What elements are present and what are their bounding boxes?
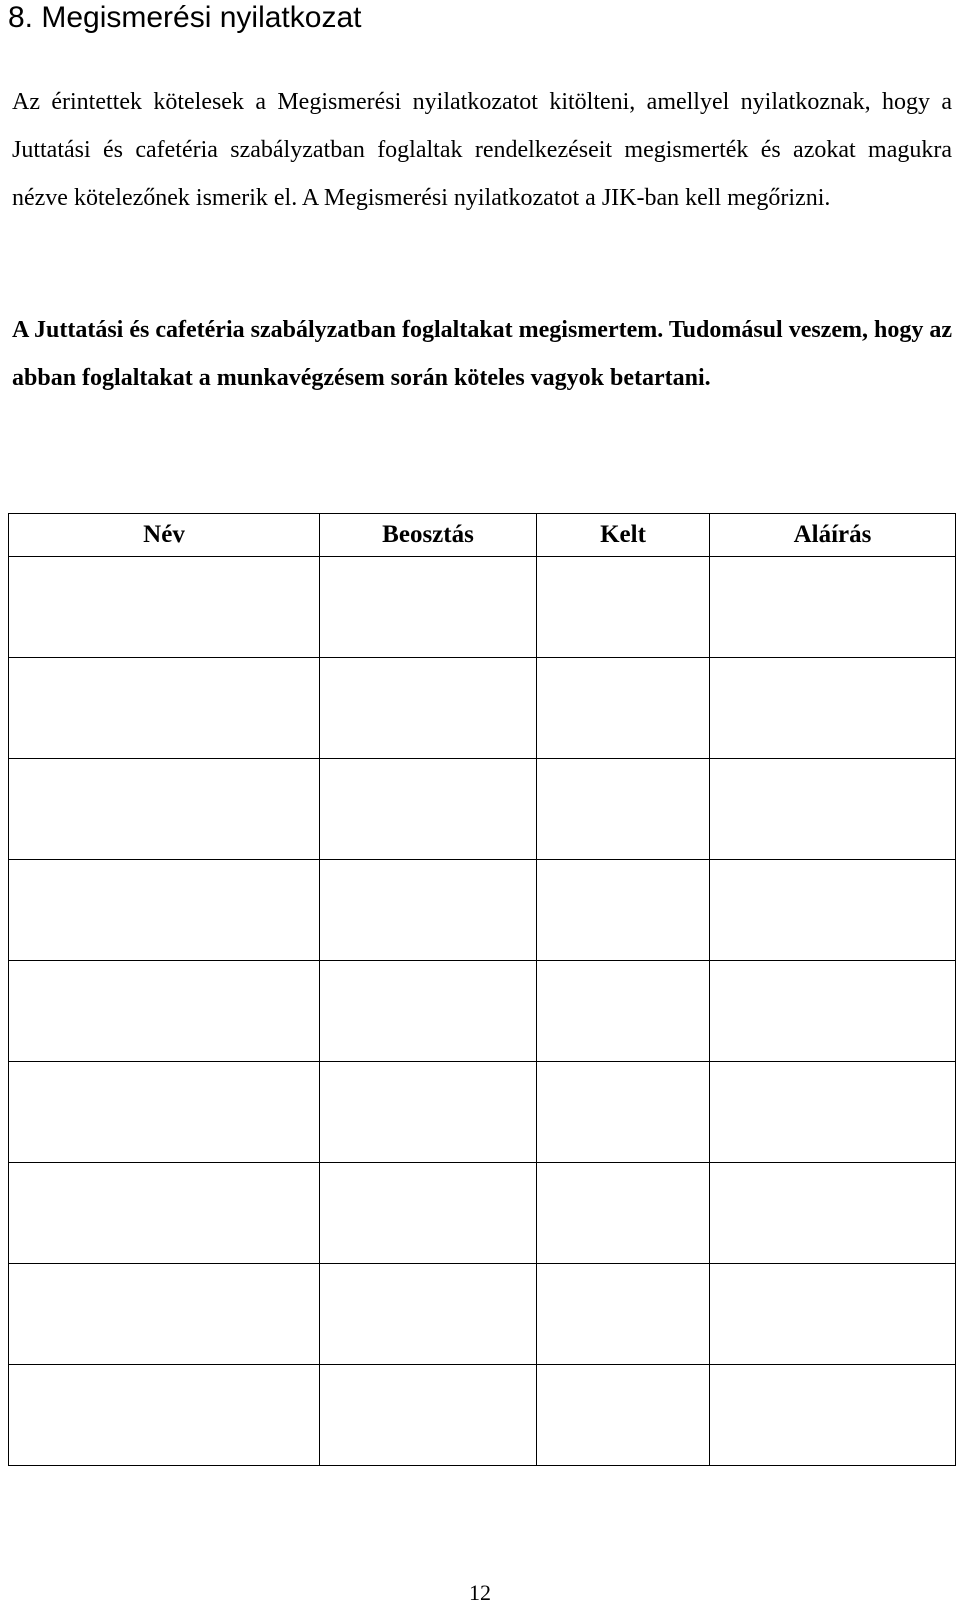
position-cell[interactable] [320,1062,537,1163]
page-number: 12 [469,1580,491,1605]
name-cell[interactable] [9,1365,320,1466]
signature-cell[interactable] [710,557,956,658]
name-cell[interactable] [9,759,320,860]
table-header-row [9,514,956,557]
table-row [9,1062,956,1163]
date-cell[interactable] [537,658,710,759]
table-row [9,1365,956,1466]
section-heading: 8. Megismerési nyilatkozat [8,1,362,34]
table-row [9,1163,956,1264]
position-cell[interactable] [320,759,537,860]
table-row [9,658,956,759]
table-row [9,860,956,961]
position-cell[interactable] [320,1264,537,1365]
signature-cell[interactable] [710,1264,956,1365]
name-cell[interactable] [9,658,320,759]
signature-table-body [9,557,956,1466]
position-cell[interactable] [320,1365,537,1466]
table-row [9,961,956,1062]
date-cell[interactable] [537,1264,710,1365]
date-cell[interactable] [537,1365,710,1466]
name-cell[interactable] [9,961,320,1062]
signature-cell[interactable] [710,961,956,1062]
name-cell[interactable] [9,1163,320,1264]
column-header-signature: Aláírás [710,514,956,557]
name-cell[interactable] [9,557,320,658]
signature-cell[interactable] [710,1062,956,1163]
table-row [9,759,956,860]
date-cell[interactable] [537,759,710,860]
position-cell[interactable] [320,860,537,961]
signature-cell[interactable] [710,1365,956,1466]
date-cell[interactable] [537,1062,710,1163]
name-cell[interactable] [9,860,320,961]
intro-paragraph: Az érintettek kötelesek a Megismerési nyilatkozatot kitölteni, amellyel nyilatkoznak, hogy a Juttatási és cafetéria szabályzatban foglaltak rendelkezéseit megismerték és azokat magukra nézve kötelezőnek ismerik el. A Megismerési nyilatkozatot a JIK-ban kell megőrizni. [12,89,952,211]
declaration-paragraph: A Juttatási és cafetéria szabályzatban foglaltakat megismertem. Tudomásul veszem, hogy az abban foglaltakat a munkavégzésem során köteles vagyok betartani. [12,317,952,391]
position-cell[interactable] [320,961,537,1062]
name-cell[interactable] [9,1062,320,1163]
date-cell[interactable] [537,860,710,961]
position-cell[interactable] [320,557,537,658]
signature-cell[interactable] [710,658,956,759]
position-cell[interactable] [320,1163,537,1264]
column-header-position: Beosztás [320,514,537,557]
date-cell[interactable] [537,961,710,1062]
signature-cell[interactable] [710,1163,956,1264]
column-header-date: Kelt [537,514,710,557]
date-cell[interactable] [537,1163,710,1264]
signature-table [8,513,956,1466]
signature-cell[interactable] [710,759,956,860]
name-cell[interactable] [9,1264,320,1365]
signature-cell[interactable] [710,860,956,961]
position-cell[interactable] [320,658,537,759]
column-header-name: Név [9,514,320,557]
table-row [9,1264,956,1365]
table-row [9,557,956,658]
date-cell[interactable] [537,557,710,658]
